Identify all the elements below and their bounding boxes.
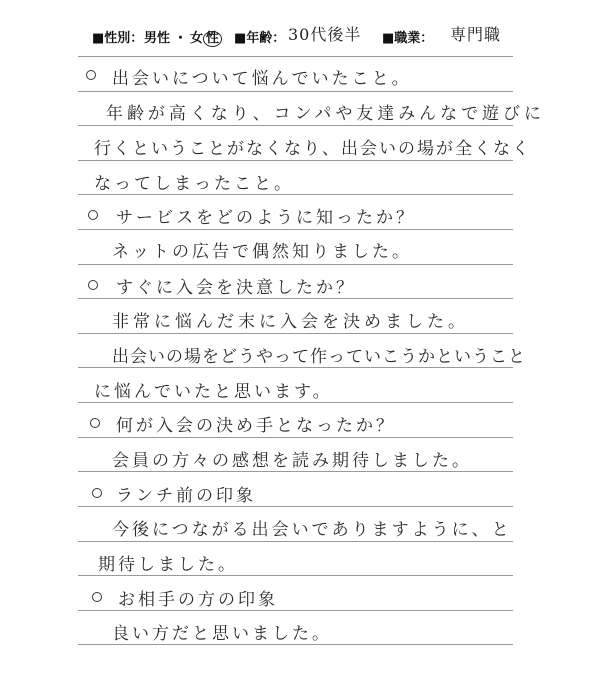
ruled-line xyxy=(78,125,513,126)
answer-5-line-2: 期待しました。 xyxy=(98,555,238,575)
answer-1-line-1: 年齢が高くなり、コンパや友達みんなで遊びに xyxy=(106,104,545,124)
gender-option-female: 女 性 xyxy=(190,27,222,47)
answer-3-line-3: に悩んでいたと思います。 xyxy=(94,382,333,402)
ruled-line xyxy=(78,506,513,507)
ruled-line xyxy=(78,194,513,195)
age-value: 30代後半 xyxy=(288,25,362,44)
answer-3-line-2: 出会いの場をどうやって作っていこうかということ xyxy=(112,347,526,367)
ruled-line xyxy=(78,160,513,161)
ruled-line xyxy=(78,437,513,438)
question-5: ランチ前の印象 xyxy=(116,486,256,506)
gender-option-male: 男性 xyxy=(144,31,171,46)
age-label: ■年齢： xyxy=(234,31,286,46)
question-4: 何が入会の決め手となったか？ xyxy=(116,416,396,436)
ruled-line xyxy=(78,298,513,299)
ruled-line xyxy=(78,541,513,542)
bullet-icon xyxy=(90,418,100,428)
ruled-line xyxy=(78,56,513,57)
ruled-line xyxy=(78,402,513,403)
bullet-icon xyxy=(88,280,98,290)
question-1: 出会いについて悩んでいたこと。 xyxy=(112,69,412,89)
answer-4-line-1: 会員の方々の感想を読み期待しました。 xyxy=(112,451,472,471)
bullet-icon xyxy=(86,70,96,80)
question-2: サービスをどのように知ったか？ xyxy=(116,208,416,228)
bullet-icon xyxy=(92,488,102,498)
answer-1-line-2: 行くということがなくなり、出会いの場が全くなく xyxy=(94,139,531,159)
ruled-line xyxy=(78,610,513,611)
bullet-icon xyxy=(88,210,98,220)
answer-6-line-1: 良い方だと思いました。 xyxy=(112,624,332,644)
answer-3-line-1: 非常に悩んだ末に入会を決めました。 xyxy=(112,312,469,332)
answer-1-line-3: なってしまったこと。 xyxy=(94,174,294,194)
ruled-line xyxy=(78,91,513,92)
gender-label: ■性別： xyxy=(92,31,144,46)
answer-5-line-1: 今後につながる出会いでありますように、と xyxy=(112,520,512,540)
ruled-line xyxy=(78,644,513,645)
question-3: すぐに入会を決意したか？ xyxy=(116,278,356,298)
ruled-line xyxy=(78,471,513,472)
ruled-line xyxy=(78,367,513,368)
answer-2-line-1: ネットの広告で偶然知りました。 xyxy=(112,242,412,262)
question-6: お相手の方の印象 xyxy=(118,590,278,610)
job-label: ■職業： xyxy=(382,31,434,46)
ruled-line xyxy=(78,264,513,265)
ruled-line xyxy=(78,575,513,576)
ruled-line xyxy=(78,229,513,230)
gender-separator: ・ xyxy=(174,31,188,46)
bullet-icon xyxy=(92,592,102,602)
job-value: 専門職 xyxy=(450,25,502,44)
female-selected-circle: 性 xyxy=(203,31,222,47)
ruled-line xyxy=(78,333,513,334)
